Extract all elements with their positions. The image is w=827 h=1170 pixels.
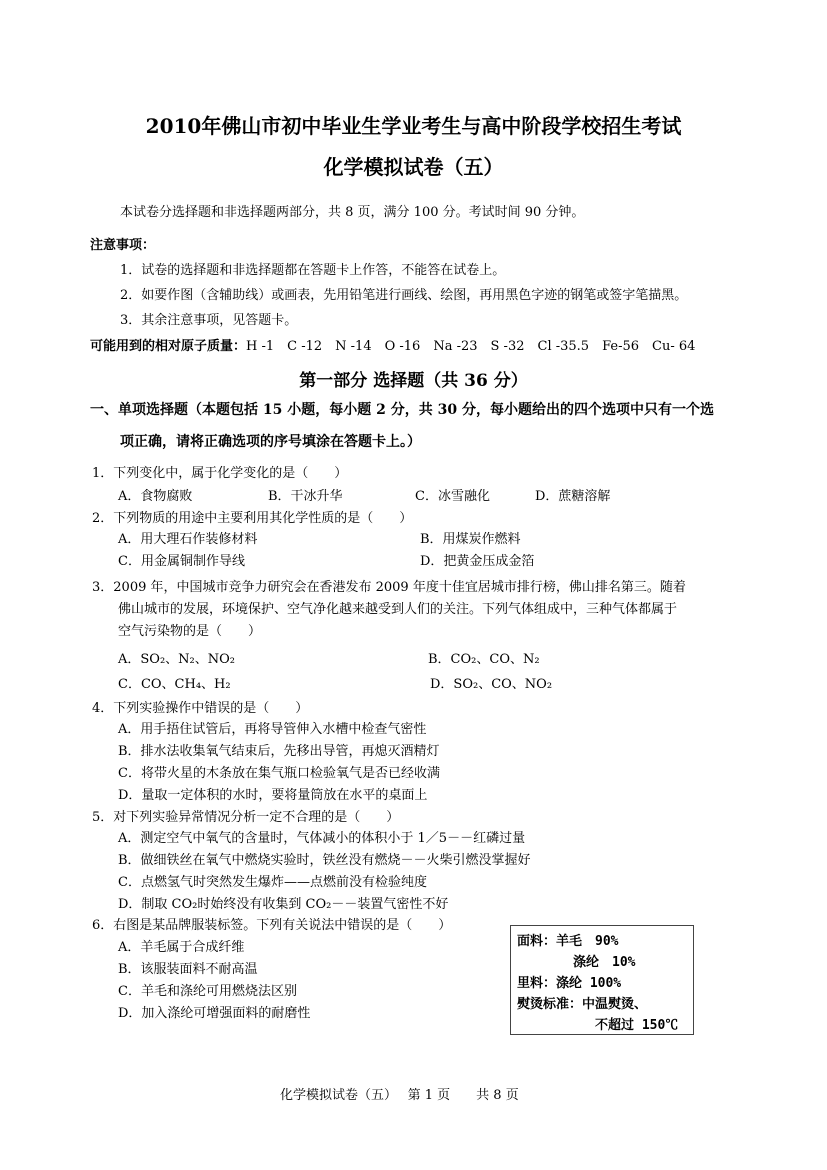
atomic-masses — [90, 335, 695, 354]
notice-item: 1．试卷的选择题和非选择题都在答题卡上作答，不能答在试卷上。 — [120, 263, 506, 278]
exam-intro: 本试卷分选择题和非选择题两部分，共 8 页，满分 100 分。考试时间 90 分钟。 — [120, 205, 585, 220]
question-1-option-d: D．蔗糖溶解 — [535, 489, 611, 504]
notice-item: 2．如要作图（含辅助线）或画表，先用铅笔进行画线、绘图，再用黑色字迹的钢笔或签字笔描黑。 — [120, 288, 688, 303]
question-1-option-a: A．食物腐败 — [118, 489, 193, 504]
question-5-stem: 5．对下列实验异常情况分析一定不合理的是（ ） — [92, 810, 400, 825]
clothing-label-line: 里料：涤纶 100% — [517, 976, 622, 991]
notice-item: 3．其余注意事项，见答题卡。 — [120, 313, 298, 328]
question-6-option-d: D．加入涤纶可增强面料的耐磨性 — [118, 1006, 311, 1021]
question-3-stem-cont: 空气污染物的是（ ） — [118, 624, 262, 639]
question-4-option-a: A．用手捂住试管后，再将导管伸入水槽中检查气密性 — [118, 722, 427, 737]
question-6-option-b: B．该服装面料不耐高温 — [118, 962, 258, 977]
exam-title: 2010年佛山市初中毕业生学业考生与高中阶段学校招生考试 — [145, 114, 682, 138]
question-3-option-c: C．CO、CH₄、H₂ — [118, 677, 231, 692]
clothing-label-line: 熨烫标准：中温熨烫、 — [517, 997, 648, 1012]
question-2-option-b: B．用煤炭作燃料 — [420, 532, 521, 547]
exam-subtitle: 化学模拟试卷（五） — [323, 155, 504, 179]
atomic-masses-values: H -1 C -12 N -14 O -16 Na -23 S -32 Cl -35.5 Fe-56 Cu- 64 — [246, 339, 696, 354]
question-6-stem: 6．右图是某品牌服装标签。下列有关说法中错误的是（ ） — [92, 918, 452, 933]
question-3-option-b: B．CO₂、CO、N₂ — [428, 652, 540, 667]
question-2-option-d: D．把黄金压成金箔 — [420, 554, 535, 569]
question-2-stem: 2．下列物质的用途中主要利用其化学性质的是（ ） — [92, 511, 413, 526]
question-4-option-b: B．排水法收集氧气结束后，先移出导管，再熄灭酒精灯 — [118, 744, 440, 759]
question-3-stem-cont: 佛山城市的发展，环境保护、空气净化越来越受到人们的关注。下列气体组成中，三种气体都属于 — [118, 602, 678, 617]
clothing-label-line: 涤纶 10% — [573, 955, 636, 970]
question-5-option-a: A．测定空气中氧气的含量时，气体减小的体积小于 1／5－－红磷过量 — [118, 831, 526, 846]
page-footer: 化学模拟试卷（五） 第 1 页 共 8 页 — [280, 1088, 519, 1103]
question-5-option-d: D．制取 CO₂时始终没有收集到 CO₂－－装置气密性不好 — [118, 897, 449, 912]
question-3-option-d: D．SO₂、CO、NO₂ — [430, 677, 553, 692]
question-3-stem: 3．2009 年，中国城市竞争力研究会在香港发布 2009 年度十佳宜居城市排行榜，佛山排名第三。随着 — [92, 580, 686, 595]
question-4-option-d: D．量取一定体积的水时，要将量筒放在水平的桌面上 — [118, 788, 428, 803]
clothing-label — [510, 925, 694, 1035]
question-2-option-a: A．用大理石作装修材料 — [118, 532, 258, 547]
question-5-option-c: C．点燃氢气时突然发生爆炸——点燃前没有检验纯度 — [118, 875, 427, 890]
question-4-stem: 4．下列实验操作中错误的是（ ） — [92, 701, 309, 716]
question-1-option-c: C．冰雪融化 — [415, 489, 490, 504]
clothing-label-line: 面料：羊毛 90% — [517, 934, 619, 949]
atomic-masses-label: 可能用到的相对原子质量： — [90, 339, 247, 354]
question-5-option-b: B．做细铁丝在氧气中燃烧实验时，铁丝没有燃烧－－火柴引燃没掌握好 — [118, 853, 531, 868]
question-1-option-b: B．干冰升华 — [268, 489, 343, 504]
clothing-label-line: 不超过 150℃ — [595, 1018, 679, 1033]
question-2-option-c: C．用金属铜制作导线 — [118, 554, 245, 569]
section-instructions: 一、单项选择题（本题包括 15 小题，每小题 2 分，共 30 分，每小题给出的四个选项中只有一个选 — [90, 402, 714, 418]
section-instructions-cont: 项正确，请将正确选项的序号填涂在答题卡上。） — [120, 434, 421, 450]
part-title: 第一部分 选择题（共 36 分） — [299, 371, 528, 391]
notice-heading: 注意事项： — [90, 238, 156, 253]
question-6-option-a: A．羊毛属于合成纤维 — [118, 940, 245, 955]
question-6-option-c: C．羊毛和涤纶可用燃烧法区别 — [118, 984, 297, 999]
question-3-option-a: A．SO₂、N₂、NO₂ — [118, 652, 235, 667]
question-1-stem: 1．下列变化中，属于化学变化的是（ ） — [92, 466, 348, 481]
question-4-option-c: C．将带火星的木条放在集气瓶口检验氧气是否已经收满 — [118, 766, 440, 781]
